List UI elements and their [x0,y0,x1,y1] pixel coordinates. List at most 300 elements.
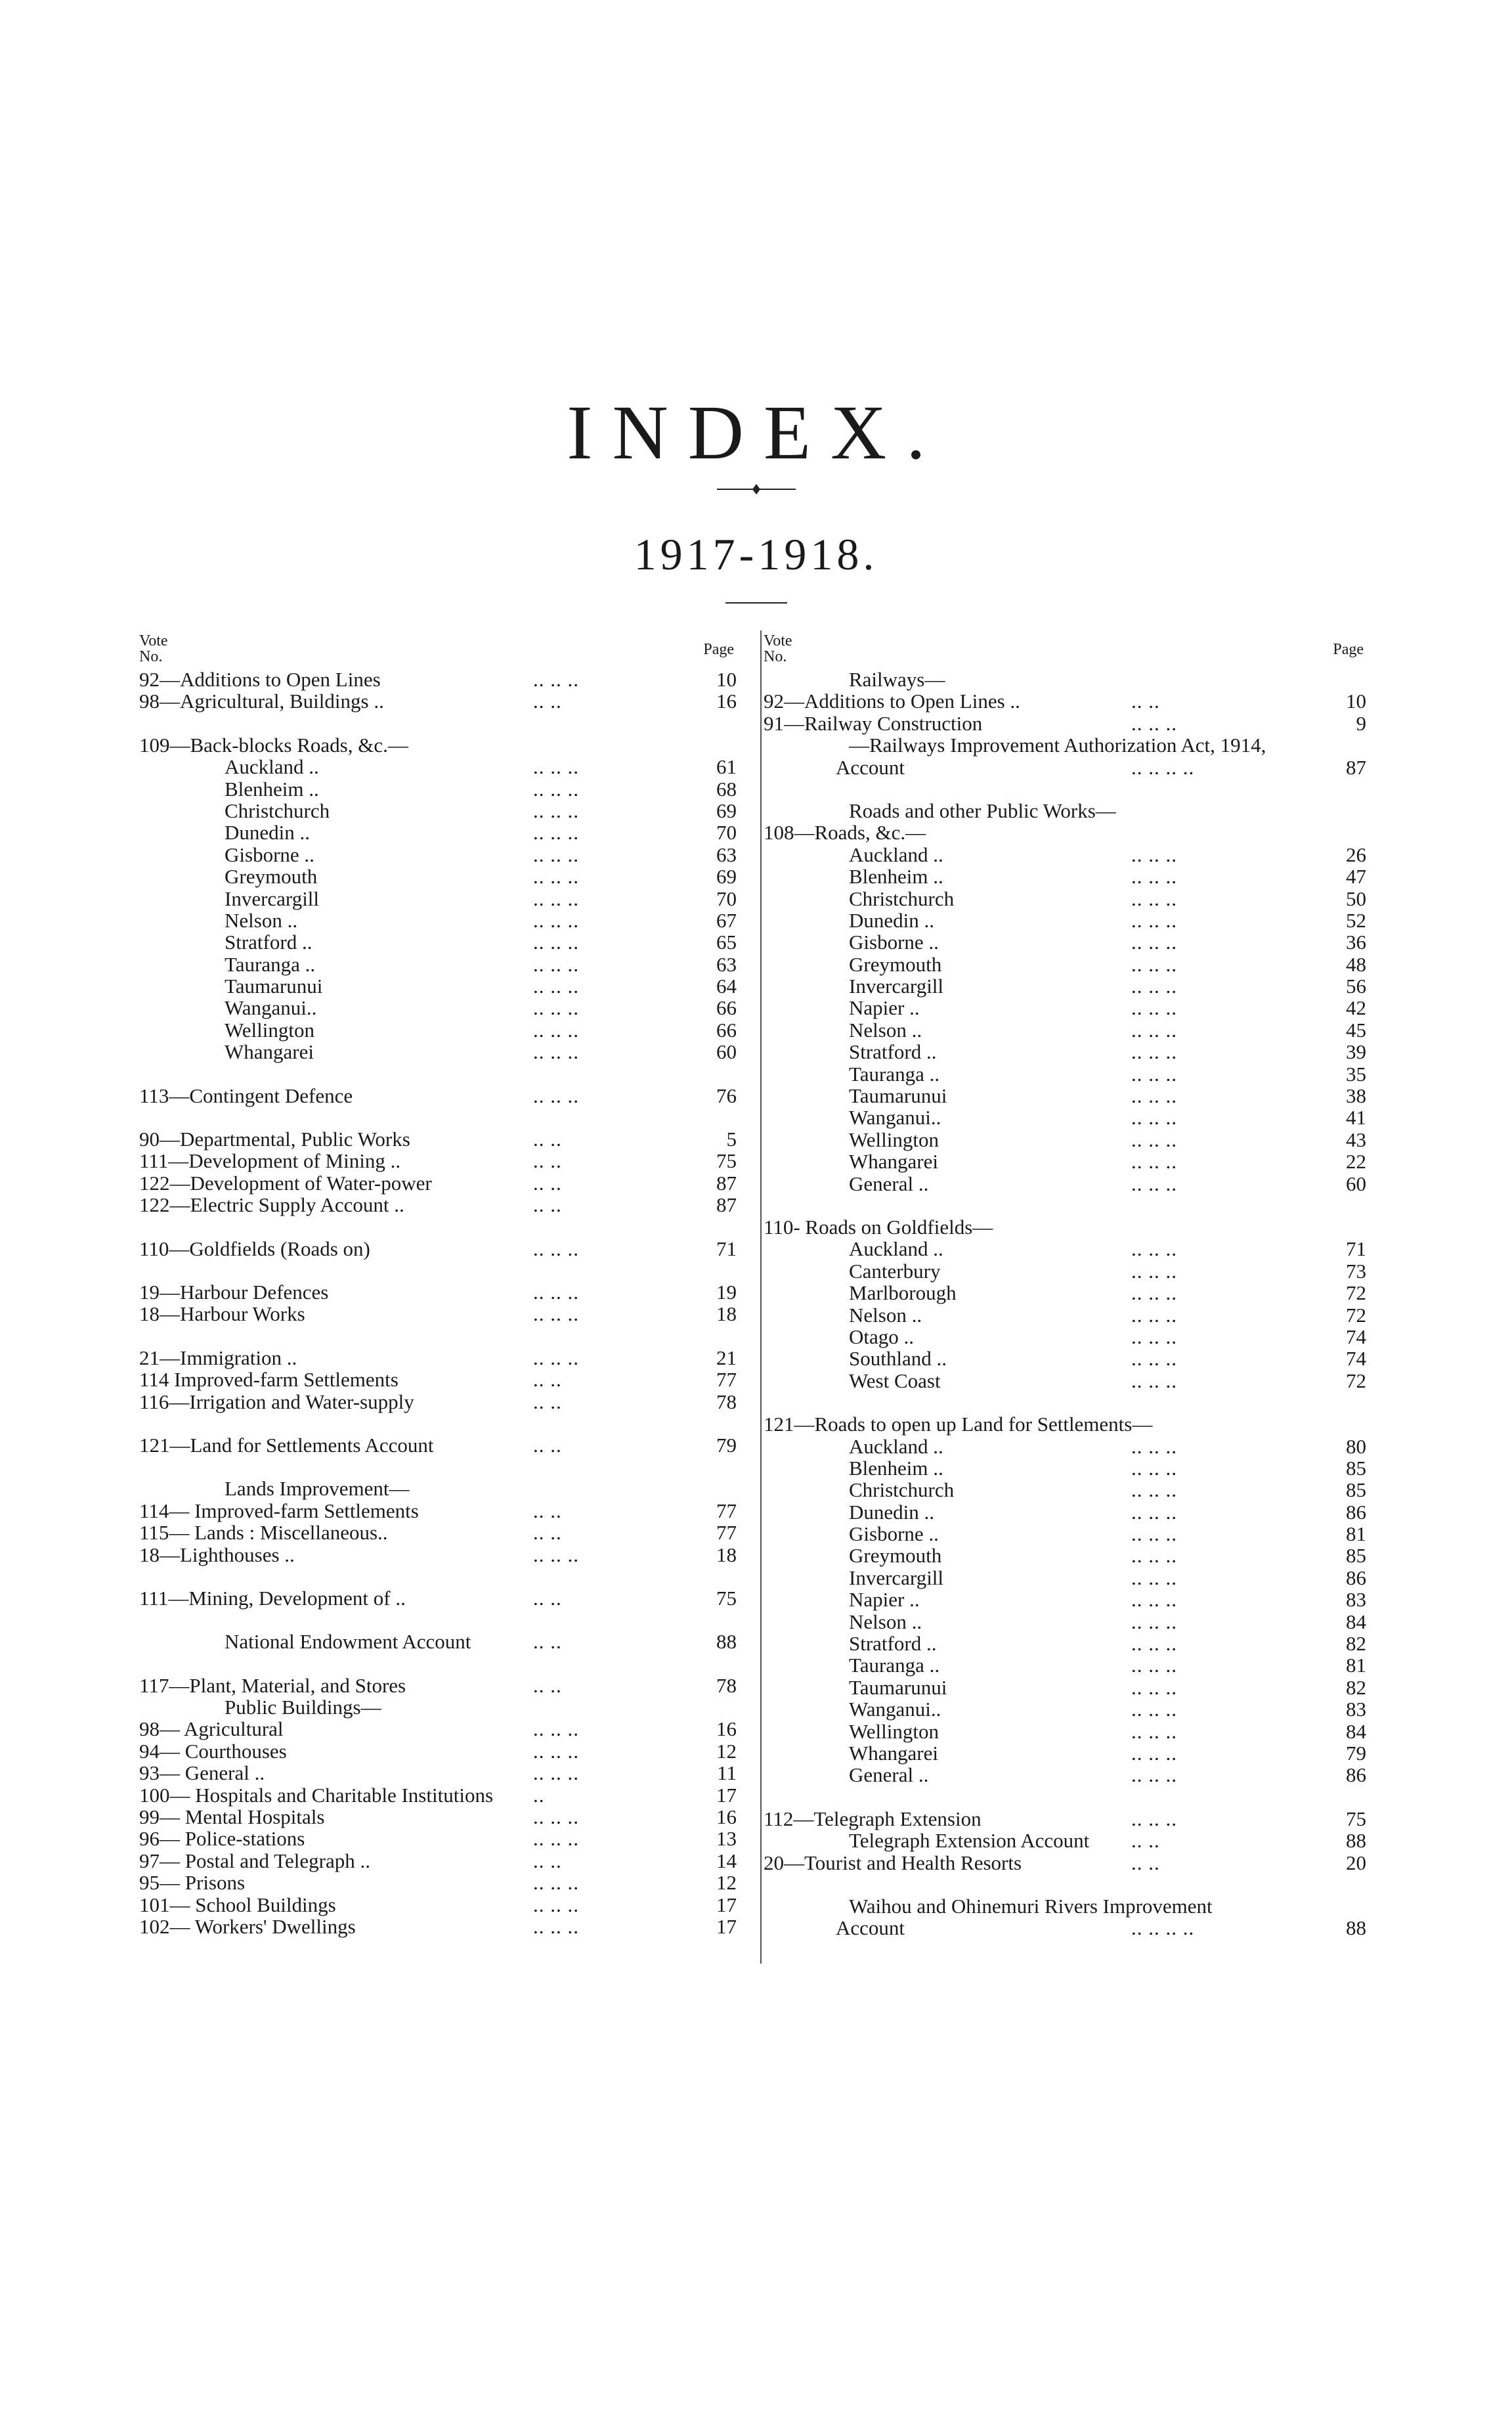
entry-title: 110- Roads on Goldfields— [764,1215,993,1239]
entry-page-number: 17 [716,1783,737,1807]
index-entry [139,1522,737,1543]
leader-dots: .. .. .. [1131,1566,1177,1589]
entry-page-number: 85 [1346,1478,1366,1502]
entry-title: 121—Land for Settlements Account [139,1433,434,1457]
index-entry [139,1019,737,1041]
index-entry [139,1631,737,1652]
entry-title: Greymouth [225,865,318,889]
index-entry [764,1151,1366,1172]
index-entry [139,1150,737,1172]
entry-gap [139,713,737,734]
entry-title: Auckland .. [849,1434,943,1458]
leader-dots: .. .. .. [1131,1040,1177,1064]
entry-title: Auckland .. [225,755,319,779]
leader-dots: .. .. .. [1131,887,1177,910]
index-entry [139,690,737,712]
entry-page-number: 21 [716,1346,737,1369]
left-index-column [139,632,737,1937]
entry-page-number: 88 [716,1630,737,1654]
entry-title: Southland .. [849,1347,947,1371]
leader-dots: .. .. .. [533,1302,579,1326]
entry-title: National Endowment Account [225,1630,471,1654]
index-entry [764,1216,1366,1238]
entry-page-number: 10 [1346,690,1366,713]
entry-page-number: 84 [1346,1719,1366,1743]
entry-page-number: 17 [716,1914,737,1938]
index-entry [764,1479,1366,1501]
entry-page-number: 83 [1346,1588,1366,1612]
column-divider [760,630,762,1964]
leader-dots: .. .. [533,1390,562,1413]
index-entry [139,975,737,997]
index-entry [764,1742,1366,1764]
entry-page-number: 87 [716,1193,737,1217]
index-entry [139,822,737,843]
leader-dots: .. .. [1131,1829,1160,1853]
entry-page-number: 66 [716,996,737,1020]
entry-title: 108—Roads, &c.— [764,821,926,845]
entry-title: Railways— [849,668,945,691]
no-header-label: No. [764,648,787,665]
index-entry [764,669,1366,690]
index-entry [139,1762,737,1784]
index-entry [764,1173,1366,1195]
leader-dots: .. .. .. [1131,1675,1177,1699]
right-index-column [764,632,1366,1939]
leader-dots: .. .. .. [1131,1610,1177,1633]
leader-dots: .. .. [533,1171,562,1195]
leader-dots: .. .. .. [533,1040,579,1064]
entry-title: 91—Railway Construction [764,711,983,735]
entry-title: Whangarei [849,1150,938,1174]
entry-title: Gisborne .. [225,843,314,866]
index-entry [764,1041,1366,1063]
leader-dots: .. .. .. [1131,1698,1177,1721]
entry-page-number: 50 [1346,887,1366,910]
index-entry [764,1348,1366,1369]
entry-title: Taumarunui [849,1084,947,1108]
entry-page-number: 14 [716,1849,737,1872]
entry-title: Wellington [849,1719,939,1743]
leader-dots: .. .. .. [533,996,579,1020]
entry-title: Wanganui.. [849,1106,941,1130]
index-entry [764,1808,1366,1830]
entry-gap [139,1413,737,1434]
left-entries [139,669,737,1937]
index-entry [764,1260,1366,1282]
index-entry [764,1370,1366,1392]
title-rule [725,602,787,604]
no-header-label: No. [139,648,163,665]
entry-title: Public Buildings— [225,1696,381,1719]
entry-page-number: 41 [1346,1106,1366,1130]
leader-dots: .. .. .. [533,821,579,845]
entry-title: 114— Improved-farm Settlements [139,1499,419,1522]
index-entry [764,1611,1366,1633]
leader-dots: .. .. [533,1586,562,1610]
leader-dots: .. .. .. [533,755,579,779]
leader-dots: .. .. .. [533,1280,579,1304]
ornament-divider [717,481,796,497]
leader-dots: .. .. .. [1131,1588,1177,1612]
index-entry [764,1589,1366,1610]
entry-title: Blenheim .. [849,1456,943,1480]
entry-page-number: 65 [716,931,737,954]
entry-page-number: 87 [716,1171,737,1195]
index-title: INDEX. [567,389,945,475]
index-entry [139,1391,737,1413]
index-entry [764,997,1366,1019]
index-entry [139,1434,737,1456]
entry-page-number: 86 [1346,1763,1366,1787]
entry-title: Christchurch [225,799,330,822]
entry-page-number: 79 [716,1433,737,1457]
index-entry [139,1478,737,1499]
entry-page-number: 88 [1346,1916,1366,1940]
entry-title: Roads and other Public Works— [849,799,1116,822]
entry-title: Invercargill [849,1566,944,1589]
entry-page-number: 77 [716,1499,737,1522]
entry-title: Auckland .. [849,1237,943,1261]
index-entry [764,1654,1366,1676]
entry-title: Greymouth [849,1544,942,1568]
vote-no-header [764,633,792,665]
index-entry [764,866,1366,887]
entry-title: 100— Hospitals and Charitable Institutions [139,1783,494,1807]
index-entry [139,1740,737,1762]
vote-header-label: Vote [139,632,168,649]
leader-dots: .. .. [533,1673,562,1697]
leader-dots: .. .. [533,1499,562,1522]
index-entry [764,1721,1366,1742]
entry-page-number: 79 [1346,1741,1366,1765]
leader-dots: .. .. [1131,690,1160,713]
entry-page-number: 78 [716,1673,737,1697]
leader-dots: .. .. [533,1630,562,1654]
index-entry [764,713,1366,734]
index-entry [139,1194,737,1216]
index-entry [764,1523,1366,1545]
leader-dots: .. .. .. [1131,1807,1177,1830]
leader-dots: .. .. .. [533,865,579,889]
entry-title: Dunedin .. [849,908,935,932]
index-entry [139,1894,737,1916]
leader-dots: .. .. [533,1368,562,1392]
index-entry [139,1347,737,1369]
entry-page-number: 84 [1346,1610,1366,1633]
entry-title: 110—Goldfields (Roads on) [139,1237,370,1260]
entry-title: 112—Telegraph Extension [764,1807,982,1830]
entry-page-number: 20 [1346,1851,1366,1874]
leader-dots: .. .. .. [533,1805,579,1829]
leader-dots: .. .. .. [1131,1741,1177,1765]
entry-title: 115— Lands : Miscellaneous.. [139,1521,388,1545]
entry-title: Taumarunui [849,1675,947,1699]
entry-page-number: 73 [1346,1259,1366,1283]
entry-page-number: 35 [1346,1062,1366,1086]
index-entry [764,1107,1366,1128]
entry-title: Dunedin .. [849,1500,935,1524]
index-entry [764,734,1366,756]
index-entry [139,1281,737,1303]
leader-dots: .. .. .. [1131,952,1177,976]
entry-page-number: 72 [1346,1369,1366,1392]
index-entry [764,1238,1366,1260]
entry-page-number: 71 [1346,1237,1366,1261]
index-entry [139,910,737,931]
entry-page-number: 60 [1346,1172,1366,1195]
index-entry [139,1369,737,1390]
leader-dots: .. .. .. [533,1346,579,1369]
leader-dots: .. .. .. [533,1717,579,1741]
entry-title: 111—Mining, Development of .. [139,1586,406,1610]
entry-title: Gisborne .. [849,1522,939,1546]
index-entry [764,975,1366,997]
index-entry [139,669,737,690]
entry-page-number: 60 [716,1040,737,1064]
entry-gap [139,1260,737,1281]
entry-page-number: 69 [716,799,737,822]
entry-page-number: 17 [716,1893,737,1916]
entry-title: Blenheim .. [849,865,943,889]
entry-page-number: 81 [1346,1522,1366,1546]
index-entry [764,1326,1366,1348]
leader-dots: .. .. .. [1131,865,1177,889]
index-entry [764,1633,1366,1654]
leader-dots: .. .. .. [533,887,579,910]
index-entry [139,1303,737,1325]
entry-page-number: 74 [1346,1325,1366,1348]
entry-page-number: 10 [716,668,737,691]
entry-page-number: 38 [1346,1084,1366,1108]
entry-title: Account [836,1916,905,1940]
index-entry [764,1677,1366,1698]
leader-dots: .. .. .. [1131,1303,1177,1327]
entry-title: Invercargill [849,975,944,998]
entry-title: Account [836,755,905,779]
leader-dots: .. .. .. [533,799,579,822]
leader-dots: .. .. .. [533,1761,579,1785]
index-entry [139,1238,737,1260]
leader-dots: .. .. .. [533,952,579,976]
leader-dots: .. .. .. [1131,996,1177,1020]
entry-title: Nelson .. [849,1303,922,1327]
entry-page-number: 82 [1346,1632,1366,1656]
index-entry [764,954,1366,975]
entry-page-number: 67 [716,908,737,932]
index-entry [139,800,737,822]
entry-page-number: 86 [1346,1566,1366,1589]
entry-title: General .. [849,1763,929,1787]
entry-page-number: 70 [716,887,737,910]
entry-page-number: 12 [716,1739,737,1763]
index-entry [139,1587,737,1609]
entry-page-number: 39 [1346,1040,1366,1064]
entry-gap [139,1566,737,1587]
entry-page-number: 78 [716,1390,737,1413]
entry-title: 98—Agricultural, Buildings .. [139,690,384,713]
entry-title: 94— Courthouses [139,1739,287,1763]
leader-dots: .. .. .. .. [1131,755,1195,779]
entry-title: Invercargill [225,887,320,910]
leader-dots: .. .. .. [533,1914,579,1938]
index-entry [764,1764,1366,1786]
leader-dots: .. .. .. [1131,1325,1177,1348]
entry-page-number: 87 [1346,755,1366,779]
leader-dots: .. [533,1783,545,1807]
entry-title: Wellington [849,1128,939,1151]
entry-title: Napier .. [849,996,920,1020]
entry-page-number: 63 [716,952,737,976]
leader-dots: .. .. .. [1131,1434,1177,1458]
entry-title: Telegraph Extension Account [849,1829,1090,1853]
entry-title: —Railways Improvement Authorization Act, 1914, [849,734,1266,757]
leader-dots: .. .. .. [1131,1172,1177,1195]
entry-gap [764,1195,1366,1216]
entry-page-number: 26 [1346,843,1366,866]
leader-dots: .. .. .. [1131,711,1177,735]
index-entry [764,690,1366,712]
entry-title: Nelson .. [225,908,298,932]
index-entry [139,1041,737,1063]
index-entry [764,1129,1366,1151]
entry-title: 93— General .. [139,1761,265,1785]
entry-title: Stratford .. [225,931,313,954]
vote-header-label: Vote [764,632,792,649]
entry-page-number: 56 [1346,975,1366,998]
leader-dots: .. .. .. [1131,843,1177,866]
index-entry [139,1544,737,1566]
leader-dots: .. .. .. [533,975,579,998]
index-entry [139,888,737,910]
entry-page-number: 19 [716,1280,737,1304]
left-column-header [139,632,737,669]
index-entry [139,866,737,887]
entry-title: Nelson .. [849,1610,922,1633]
entry-page-number: 12 [716,1871,737,1895]
leader-dots: .. .. .. [1131,1478,1177,1502]
leader-dots: .. .. .. .. [1131,1916,1195,1940]
entry-page-number: 75 [716,1149,737,1173]
leader-dots: .. .. [533,1521,562,1545]
index-entry [764,1413,1366,1435]
entry-title: 92—Additions to Open Lines [139,668,381,691]
entry-gap [139,1609,737,1631]
index-entry [764,1895,1366,1917]
entry-gap [139,1456,737,1478]
entry-title: Waihou and Ohinemuri Rivers Improvement [849,1894,1213,1918]
entry-title: 21—Immigration .. [139,1346,297,1369]
index-entry [764,931,1366,953]
entry-page-number: 64 [716,975,737,998]
entry-title: 101— School Buildings [139,1893,336,1916]
entry-gap [139,1325,737,1347]
entry-page-number: 86 [1346,1500,1366,1524]
right-entries [764,669,1366,1939]
vote-no-header [139,633,168,665]
leader-dots: .. .. [533,1193,562,1217]
entry-title: Greymouth [849,952,942,976]
entry-title: 99— Mental Hospitals [139,1805,325,1829]
index-entry [764,1085,1366,1107]
entry-page-number: 75 [1346,1807,1366,1830]
entry-title: Wanganui.. [849,1698,941,1721]
leader-dots: .. .. .. [533,1893,579,1916]
entry-page-number: 42 [1346,996,1366,1020]
index-entry [764,1545,1366,1566]
entry-title: Nelson .. [849,1018,922,1042]
entry-title: 113—Contingent Defence [139,1084,353,1107]
entry-title: 121—Roads to open up Land for Settlements— [764,1413,1153,1436]
entry-page-number: 81 [1346,1654,1366,1677]
entry-title: Stratford .. [849,1040,937,1064]
entry-page-number: 18 [716,1543,737,1566]
index-entry [764,1282,1366,1304]
index-years: 1917-1918. [634,529,878,579]
index-entry [139,1085,737,1107]
leader-dots: .. .. .. [533,1739,579,1763]
leader-dots: .. .. .. [1131,975,1177,998]
entry-title: Tauranga .. [849,1062,940,1086]
index-entry [139,1872,737,1893]
entry-title: 18—Harbour Works [139,1302,305,1326]
entry-page-number: 72 [1346,1303,1366,1327]
entry-title: Christchurch [849,887,955,910]
index-entry [139,1718,737,1740]
entry-title: Gisborne .. [849,931,939,954]
entry-page-number: 5 [726,1128,737,1151]
index-entry [139,1696,737,1718]
entry-title: General .. [849,1172,929,1195]
entry-gap [139,1063,737,1085]
index-entry [764,757,1366,778]
index-entry [139,1828,737,1849]
leader-dots: .. .. .. [1131,1106,1177,1130]
entry-title: Wellington [225,1018,314,1042]
index-entry [139,1500,737,1522]
entry-page-number: 69 [716,865,737,889]
entry-page-number: 43 [1346,1128,1366,1151]
leader-dots: .. .. .. [533,908,579,932]
entry-title: 90—Departmental, Public Works [139,1128,410,1151]
entry-title: Dunedin .. [225,821,311,845]
index-entry [764,844,1366,866]
entry-title: 102— Workers' Dwellings [139,1914,356,1938]
leader-dots: .. .. .. [1131,1084,1177,1108]
leader-dots: .. .. .. [1131,1456,1177,1480]
entry-gap [764,1786,1366,1808]
entry-page-number: 63 [716,843,737,866]
leader-dots: .. .. [1131,1851,1160,1874]
entry-title: 98— Agricultural [139,1717,284,1741]
index-entry [764,1304,1366,1326]
entry-page-number: 13 [716,1827,737,1851]
index-entry [139,1806,737,1828]
index-entry [139,778,737,800]
leader-dots: .. .. .. [1131,908,1177,932]
leader-dots: .. .. .. [533,931,579,954]
entry-title: Blenheim .. [225,777,319,801]
entry-title: 114 Improved-farm Settlements [139,1368,399,1392]
index-entry [764,1852,1366,1874]
entry-page-number: 70 [716,821,737,845]
leader-dots: .. .. [533,690,562,713]
index-entry [764,1063,1366,1085]
leader-dots: .. .. [533,1128,562,1151]
index-entry [139,734,737,756]
entry-page-number: 9 [1356,711,1366,735]
entry-title: Auckland .. [849,843,943,866]
